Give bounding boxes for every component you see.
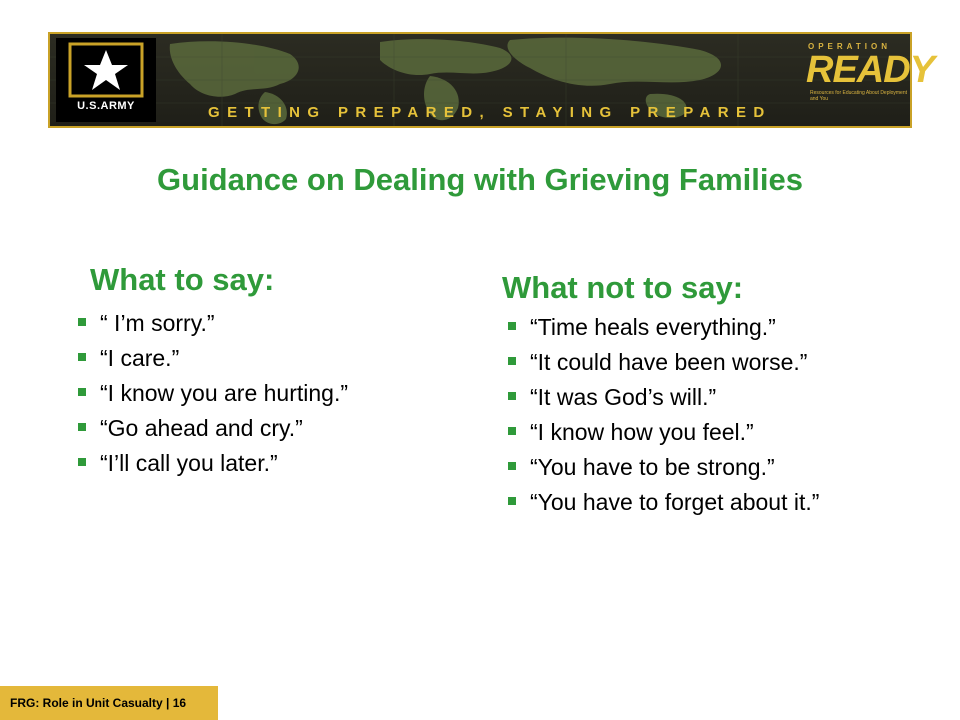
slide-title: Guidance on Dealing with Grieving Families xyxy=(157,162,803,197)
list-item-text: “It could have been worse.” xyxy=(530,349,808,375)
bullet-square-icon xyxy=(508,357,516,365)
army-logo-text: U.S.ARMY xyxy=(77,100,135,112)
bullet-square-icon xyxy=(508,392,516,400)
what-not-to-say-heading: What not to say: xyxy=(502,270,744,305)
army-logo xyxy=(56,38,156,122)
bullet-square-icon xyxy=(78,458,86,466)
operation-label: OPERATION xyxy=(808,42,891,51)
list-item xyxy=(508,454,908,480)
ready-subtitle: Resources for Educating About Deployment and You xyxy=(810,90,907,102)
bullet-square-icon xyxy=(78,388,86,396)
bullet-square-icon xyxy=(78,423,86,431)
list-item xyxy=(508,419,908,445)
banner-tagline: GETTING PREPARED, STAYING PREPARED xyxy=(208,104,772,121)
bullet-square-icon xyxy=(508,427,516,435)
list-item xyxy=(508,349,830,375)
list-item xyxy=(508,489,910,515)
bullet-square-icon xyxy=(508,462,516,470)
list-item-text: “I’ll call you later.” xyxy=(100,450,278,476)
bullet-square-icon xyxy=(508,322,516,330)
list-item xyxy=(78,415,458,441)
list-item-text: “I know how you feel.” xyxy=(530,419,754,445)
list-item-text: “Time heals everything.” xyxy=(530,314,776,340)
bullet-square-icon xyxy=(78,318,86,326)
bullet-square-icon xyxy=(508,497,516,505)
bullet-square-icon xyxy=(78,353,86,361)
list-item-text: “I know you are hurting.” xyxy=(100,380,349,406)
list-item xyxy=(78,345,458,371)
list-item-text: “It was God’s will.” xyxy=(530,384,717,410)
what-to-say-heading: What to say: xyxy=(90,262,275,297)
list-item xyxy=(78,450,458,476)
header-banner xyxy=(48,32,935,128)
list-item xyxy=(78,380,458,406)
list-item-text: “Go ahead and cry.” xyxy=(100,415,303,441)
army-star-icon xyxy=(70,44,142,96)
slide-footer: FRG: Role in Unit Casualty | 16 xyxy=(0,686,218,720)
list-item-text: “I care.” xyxy=(100,345,180,371)
list-item xyxy=(508,314,908,340)
what-to-say-list xyxy=(78,310,458,485)
list-item xyxy=(508,384,908,410)
what-not-to-say-list xyxy=(508,314,908,524)
list-item-text: “You have to forget about it.” xyxy=(530,489,820,515)
ready-logo: READY xyxy=(806,49,935,91)
list-item-text: “You have to be strong.” xyxy=(530,454,775,480)
list-item xyxy=(78,310,458,336)
list-item-text: “ I’m sorry.” xyxy=(100,310,215,336)
